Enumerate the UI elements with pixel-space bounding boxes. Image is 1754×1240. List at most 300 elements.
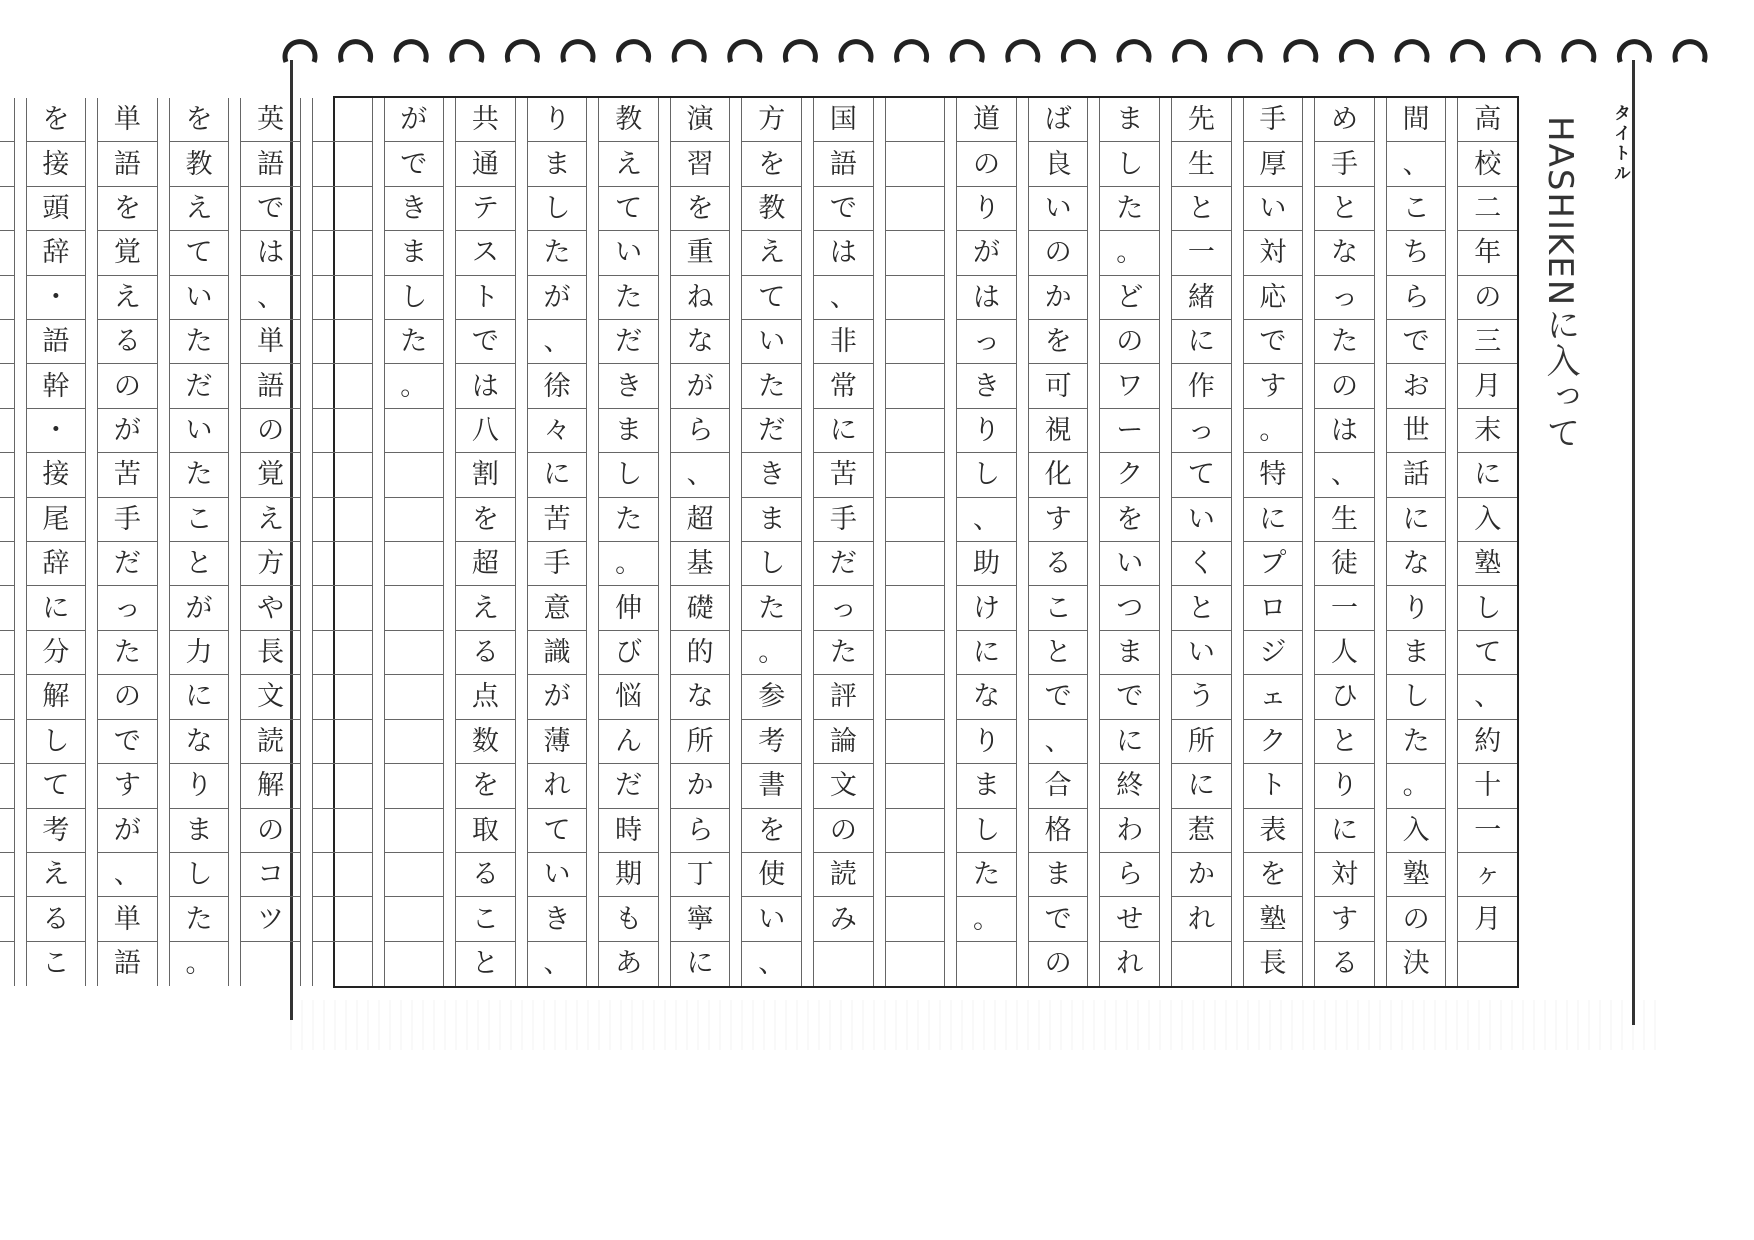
column-gap — [1374, 98, 1387, 986]
grid-cell: 手 — [98, 498, 157, 542]
text-column — [814, 98, 873, 986]
column-gap — [85, 98, 98, 986]
grid-cell: 語 — [814, 142, 873, 186]
text-column — [671, 98, 730, 986]
binder-hole — [619, 42, 649, 62]
grid-cell: い — [1100, 542, 1159, 586]
grid-cell: え — [98, 276, 157, 320]
grid-cell — [313, 631, 372, 675]
binder-hole — [1119, 42, 1149, 62]
grid-cell: が — [385, 98, 444, 142]
grid-cell: た — [957, 853, 1016, 897]
grid-cell — [313, 498, 372, 542]
text-column — [98, 98, 157, 986]
grid-cell: 所 — [671, 720, 730, 764]
grid-cell — [0, 720, 14, 764]
grid-cell: け — [957, 586, 1016, 630]
grid-cell: ま — [528, 142, 587, 186]
grid-cell — [0, 631, 14, 675]
grid-cell: る — [98, 320, 157, 364]
grid-cell — [0, 187, 14, 231]
grid-cell — [886, 364, 945, 408]
grid-cell — [313, 720, 372, 764]
grid-cell: い — [599, 231, 658, 275]
grid-cell: 識 — [528, 631, 587, 675]
binder-hole-row — [285, 42, 1705, 62]
grid-cell: ジ — [1244, 631, 1303, 675]
grid-cell: 単 — [241, 320, 300, 364]
grid-cell: 。 — [742, 631, 801, 675]
grid-cell: し — [170, 853, 229, 897]
text-column — [957, 98, 1016, 986]
grid-cell: び — [599, 631, 658, 675]
grid-cell: で — [1029, 897, 1088, 941]
grid-cell: め — [1315, 98, 1374, 142]
grid-cell: し — [599, 453, 658, 497]
grid-cell — [0, 364, 14, 408]
grid-cell: 国 — [814, 98, 873, 142]
grid-cell: ら — [671, 809, 730, 853]
grid-cell: 幹 — [27, 364, 86, 408]
grid-cell: と — [471, 948, 499, 980]
grid-cell: 徐 — [528, 364, 587, 408]
grid-cell: 対 — [1244, 231, 1303, 275]
grid-cell: を — [742, 809, 801, 853]
grid-cell: し — [742, 542, 801, 586]
grid-cell: の — [814, 809, 873, 853]
grid-cell: ひ — [1315, 675, 1374, 719]
grid-cell: え — [599, 142, 658, 186]
grid-cell: 。 — [1387, 764, 1446, 808]
grid-cell: と — [1172, 586, 1231, 630]
grid-cell — [886, 542, 945, 586]
binder-hole — [285, 42, 315, 62]
grid-cell: 対 — [1315, 853, 1374, 897]
grid-cell: で — [1387, 320, 1446, 364]
grid-cell — [0, 453, 14, 497]
grid-cell: 格 — [1029, 809, 1088, 853]
essay-title: HASHIKENに入って — [1540, 116, 1580, 452]
grid-cell: き — [599, 364, 658, 408]
grid-cell: 的 — [671, 631, 730, 675]
grid-cell: ば — [1029, 98, 1088, 142]
grid-cell: て — [27, 764, 86, 808]
grid-cell: 。 — [185, 948, 213, 980]
grid-cell: な — [957, 675, 1016, 719]
grid-cell: 期 — [599, 853, 658, 897]
grid-cell: な — [671, 320, 730, 364]
grid-cell: 緒 — [1172, 276, 1231, 320]
binder-hole — [1675, 42, 1705, 62]
grid-cell: い — [170, 409, 229, 453]
column-gap — [1016, 98, 1029, 986]
text-column — [1100, 98, 1159, 986]
grid-cell: 書 — [742, 764, 801, 808]
grid-cell: と — [170, 542, 229, 586]
grid-cell: 、 — [98, 853, 157, 897]
grid-cell — [313, 142, 372, 186]
grid-cell: 間 — [1387, 98, 1446, 142]
text-column — [1172, 98, 1231, 986]
genkou-grid — [42, 96, 1519, 988]
grid-cell: は — [241, 231, 300, 275]
grid-cell: 一 — [1315, 586, 1374, 630]
grid-cell: 苦 — [98, 453, 157, 497]
grid-cell: を — [98, 187, 157, 231]
grid-cell: 道 — [957, 98, 1016, 142]
grid-cell: 。 — [1244, 409, 1303, 453]
grid-cell: を — [1100, 498, 1159, 542]
grid-cell: 作 — [1172, 364, 1231, 408]
grid-cell: り — [957, 187, 1016, 231]
grid-cell: た — [1387, 720, 1446, 764]
grid-cell — [0, 764, 14, 808]
grid-cell: た — [385, 320, 444, 364]
grid-cell: い — [528, 853, 587, 897]
text-column — [170, 98, 229, 986]
grid-cell: 長 — [241, 631, 300, 675]
grid-cell: 年 — [1458, 231, 1517, 275]
grid-cell — [886, 453, 945, 497]
grid-cell: 長 — [1259, 948, 1287, 980]
grid-cell: た — [170, 897, 229, 941]
grid-cell: 接 — [27, 453, 86, 497]
column-gap — [1445, 98, 1458, 986]
grid-cell — [385, 498, 444, 542]
column-gap — [372, 98, 385, 986]
grid-cell: が — [528, 276, 587, 320]
grid-cell — [886, 320, 945, 364]
grid-cell: で — [1244, 320, 1303, 364]
grid-cell — [0, 853, 14, 897]
grid-cell — [886, 853, 945, 897]
grid-cell: き — [528, 897, 587, 941]
grid-cell: と — [1315, 187, 1374, 231]
grid-cell: す — [1315, 897, 1374, 941]
grid-cell: 手 — [1244, 98, 1303, 142]
grid-cell: た — [1100, 187, 1159, 231]
grid-cell: だ — [599, 764, 658, 808]
grid-cell — [313, 98, 372, 142]
grid-cell: を — [456, 498, 515, 542]
grid-cell: わ — [1100, 809, 1159, 853]
grid-cell: 、 — [1315, 453, 1374, 497]
grid-cell: っ — [98, 586, 157, 630]
binder-hole — [1008, 42, 1038, 62]
grid-cell: 入 — [1387, 809, 1446, 853]
grid-cell: に — [686, 948, 714, 980]
grid-cell: 教 — [599, 98, 658, 142]
grid-cell: 考 — [27, 809, 86, 853]
grid-cell: 語 — [27, 320, 86, 364]
grid-cell: 伸 — [599, 586, 658, 630]
grid-cell: の — [1387, 897, 1446, 941]
grid-cell: 取 — [456, 809, 515, 853]
grid-cell: 辞 — [27, 231, 86, 275]
grid-cell — [385, 764, 444, 808]
grid-cell: 基 — [671, 542, 730, 586]
grid-cell: 可 — [1029, 364, 1088, 408]
grid-cell: ど — [1100, 276, 1159, 320]
grid-cell: の — [241, 409, 300, 453]
grid-cell: だ — [170, 364, 229, 408]
grid-cell — [0, 276, 14, 320]
title-label: タイトル — [1610, 104, 1630, 184]
grid-cell: て — [528, 809, 587, 853]
grid-cell: き — [742, 453, 801, 497]
grid-cell: 校 — [1458, 142, 1517, 186]
grid-cell — [313, 542, 372, 586]
grid-cell: 文 — [814, 764, 873, 808]
grid-cell: し — [528, 187, 587, 231]
grid-cell: 数 — [456, 720, 515, 764]
grid-cell: ま — [170, 809, 229, 853]
grid-cell: 生 — [1315, 498, 1374, 542]
grid-cell: 丁 — [671, 853, 730, 897]
grid-cell: の — [1315, 364, 1374, 408]
binder-hole — [396, 42, 426, 62]
grid-cell: え — [27, 853, 86, 897]
grid-cell: て — [742, 276, 801, 320]
column-gap — [729, 98, 742, 986]
grid-cell — [886, 631, 945, 675]
grid-cell: お — [1387, 364, 1446, 408]
binder-hole — [507, 42, 537, 62]
grid-cell — [0, 675, 14, 719]
grid-cell: な — [1387, 542, 1446, 586]
binder-hole — [730, 42, 760, 62]
grid-cell: 分 — [27, 631, 86, 675]
grid-cell: 苦 — [814, 453, 873, 497]
grid-cell: ま — [599, 409, 658, 453]
grid-cell: て — [1458, 631, 1517, 675]
grid-cell: 接 — [27, 142, 86, 186]
grid-cell: ク — [1100, 453, 1159, 497]
grid-cell: ま — [1029, 853, 1088, 897]
grid-cell — [886, 897, 945, 941]
grid-cell: 常 — [814, 364, 873, 408]
grid-cell — [0, 498, 14, 542]
grid-cell: す — [1029, 498, 1088, 542]
grid-cell — [957, 942, 1016, 986]
grid-cell: を — [1244, 853, 1303, 897]
grid-cell: る — [1331, 948, 1359, 980]
grid-cell: き — [957, 364, 1016, 408]
grid-cell: り — [1315, 764, 1374, 808]
grid-cell: 。 — [385, 364, 444, 408]
grid-cell: し — [385, 276, 444, 320]
grid-cell: 。 — [957, 897, 1016, 941]
grid-cell: は — [1315, 409, 1374, 453]
grid-cell: で — [241, 187, 300, 231]
grid-cell: し — [1387, 675, 1446, 719]
grid-cell: な — [170, 720, 229, 764]
text-column — [456, 98, 515, 986]
grid-cell: ら — [671, 409, 730, 453]
grid-cell: 、 — [814, 276, 873, 320]
grid-cell: り — [957, 409, 1016, 453]
grid-cell: え — [170, 187, 229, 231]
grid-cell: に — [27, 586, 86, 630]
grid-cell: 世 — [1387, 409, 1446, 453]
grid-cell: の — [1029, 231, 1088, 275]
text-column — [599, 98, 658, 986]
grid-cell: が — [170, 586, 229, 630]
grid-cell: 語 — [241, 142, 300, 186]
grid-cell: ち — [1387, 231, 1446, 275]
grid-cell: こ — [456, 897, 515, 941]
grid-cell — [0, 142, 14, 186]
grid-cell: 考 — [742, 720, 801, 764]
grid-cell: ま — [1387, 631, 1446, 675]
grid-cell — [385, 631, 444, 675]
grid-cell: 手 — [1315, 142, 1374, 186]
grid-cell: に — [1172, 320, 1231, 364]
grid-cell: に — [814, 409, 873, 453]
grid-cell: 意 — [528, 586, 587, 630]
grid-cell: 、 — [528, 320, 587, 364]
grid-cell: す — [1244, 364, 1303, 408]
grid-cell: た — [742, 586, 801, 630]
grid-cell: の — [241, 809, 300, 853]
grid-cell: 約 — [1458, 720, 1517, 764]
grid-cell: 習 — [671, 142, 730, 186]
grid-cell: 応 — [1244, 276, 1303, 320]
text-column — [886, 98, 945, 986]
grid-cell: 化 — [1029, 453, 1088, 497]
grid-cell: ・ — [27, 409, 86, 453]
grid-cell: 参 — [742, 675, 801, 719]
grid-cell: 英 — [241, 98, 300, 142]
column-gap — [14, 98, 27, 986]
grid-cell: か — [1029, 276, 1088, 320]
grid-cell: っ — [1315, 276, 1374, 320]
grid-cell — [313, 231, 372, 275]
grid-cell: の — [1100, 320, 1159, 364]
grid-cell: 高 — [1458, 98, 1517, 142]
grid-cell: が — [528, 675, 587, 719]
grid-cell: で — [814, 187, 873, 231]
grid-cell: プ — [1244, 542, 1303, 586]
grid-cell: 話 — [1387, 453, 1446, 497]
grid-cell: 。 — [1100, 231, 1159, 275]
grid-cell — [385, 453, 444, 497]
binder-hole — [563, 42, 593, 62]
grid-cell: り — [170, 764, 229, 808]
grid-cell — [313, 675, 372, 719]
grid-cell: 超 — [671, 498, 730, 542]
grid-cell: か — [671, 764, 730, 808]
grid-cell: こ — [170, 498, 229, 542]
grid-cell — [0, 897, 14, 941]
grid-cell: た — [742, 364, 801, 408]
grid-cell: と — [1029, 631, 1088, 675]
grid-cell: つ — [1100, 586, 1159, 630]
grid-cell: ね — [671, 276, 730, 320]
grid-cell — [886, 142, 945, 186]
text-column — [1244, 98, 1303, 986]
text-column — [1387, 98, 1446, 986]
grid-cell: 徒 — [1315, 542, 1374, 586]
grid-cell: 評 — [814, 675, 873, 719]
grid-cell: と — [1172, 187, 1231, 231]
grid-cell: 一 — [1172, 231, 1231, 275]
grid-cell: 塾 — [1458, 542, 1517, 586]
column-gap — [515, 98, 528, 986]
grid-cell: を — [1029, 320, 1088, 364]
grid-cell — [385, 542, 444, 586]
grid-cell: い — [1029, 187, 1088, 231]
grid-cell: 寧 — [671, 897, 730, 941]
grid-cell: が — [98, 809, 157, 853]
grid-cell: に — [1172, 764, 1231, 808]
grid-cell: ・ — [27, 276, 86, 320]
grid-cell: ま — [1100, 98, 1159, 142]
grid-cell: ス — [456, 231, 515, 275]
grid-cell: が — [671, 364, 730, 408]
grid-cell: く — [1172, 542, 1231, 586]
grid-cell: 、 — [1029, 720, 1088, 764]
binder-hole — [1453, 42, 1483, 62]
grid-cell: 良 — [1029, 142, 1088, 186]
binder-hole — [1175, 42, 1205, 62]
grid-cell: 八 — [456, 409, 515, 453]
grid-cell: だ — [599, 320, 658, 364]
grid-cell: み — [814, 897, 873, 941]
binder-hole — [1230, 42, 1260, 62]
grid-cell: 論 — [814, 720, 873, 764]
grid-cell: を — [742, 142, 801, 186]
grid-cell: 尾 — [27, 498, 86, 542]
grid-cell: 覚 — [98, 231, 157, 275]
grid-cell: ー — [1100, 409, 1159, 453]
grid-cell: を — [170, 98, 229, 142]
grid-cell: を — [671, 187, 730, 231]
grid-cell: れ — [528, 764, 587, 808]
grid-cell: だ — [742, 409, 801, 453]
grid-cell: の — [1044, 948, 1072, 980]
grid-cell — [1458, 942, 1517, 986]
grid-cell — [0, 231, 14, 275]
grid-cell: 、 — [671, 453, 730, 497]
grid-cell: 終 — [1100, 764, 1159, 808]
grid-cell — [385, 675, 444, 719]
grid-cell: は — [814, 231, 873, 275]
grid-cell: 先 — [1172, 98, 1231, 142]
grid-cell: い — [1172, 631, 1231, 675]
text-column — [27, 98, 86, 986]
grid-cell: 読 — [814, 853, 873, 897]
grid-cell: ト — [1244, 764, 1303, 808]
grid-cell: し — [1100, 142, 1159, 186]
grid-cell: 、 — [758, 948, 786, 980]
grid-cell — [313, 897, 372, 941]
grid-cell: 解 — [27, 675, 86, 719]
grid-cell — [0, 98, 14, 142]
grid-cell — [385, 853, 444, 897]
column-gap — [586, 98, 599, 986]
grid-cell: が — [957, 231, 1016, 275]
grid-cell: を — [27, 98, 86, 142]
grid-cell: る — [27, 897, 86, 941]
grid-cell: た — [599, 498, 658, 542]
grid-cell: 視 — [1029, 409, 1088, 453]
grid-cell: て — [599, 187, 658, 231]
grid-cell: は — [456, 364, 515, 408]
grid-cell: い — [742, 320, 801, 364]
binder-hole — [785, 42, 815, 62]
grid-cell: を — [456, 764, 515, 808]
